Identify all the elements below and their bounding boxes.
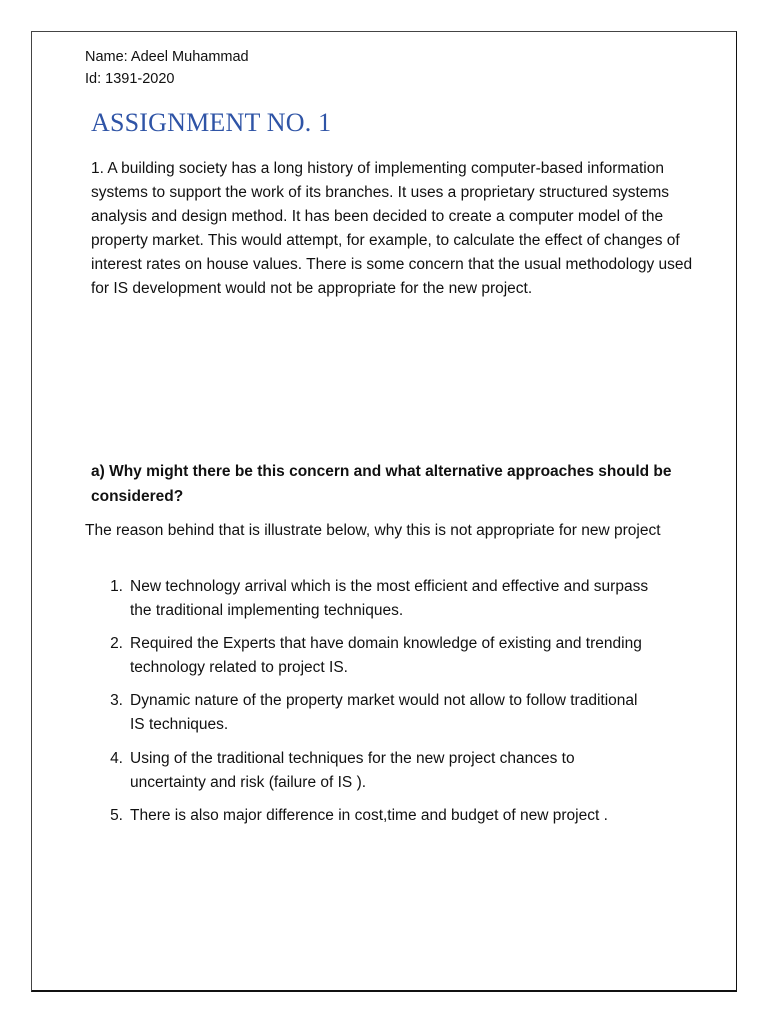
question-intro-paragraph: 1. A building society has a long history of implementing computer-based information systems to support the work of its branches. It uses a proprietary structured systems analysis and design method. It has been decided to create a computer model of the property market. This would attempt, for example, to calculate the effect of changes of interest rates on house values. There is some concern that the usual methodology used for IS development would not be appropriate for the new project.: [91, 160, 693, 297]
list-item-number: 5.: [110, 807, 123, 824]
list-item-number: 1.: [110, 578, 123, 595]
list-item-text: Dynamic nature of the property market would not allow to follow traditional IS techniques.: [130, 692, 638, 733]
list-item-number: 4.: [110, 750, 123, 767]
student-id: Id: 1391-2020: [85, 71, 175, 87]
list-item-text: Required the Experts that have domain knowledge of existing and trending technology related to project IS.: [130, 635, 642, 676]
list-item-number: 3.: [110, 692, 123, 709]
document-page: [31, 31, 737, 992]
list-item-text: There is also major difference in cost,time and budget of new project .: [130, 807, 608, 824]
list-item-text: New technology arrival which is the most efficient and effective and surpass the traditional implementing techniques.: [130, 578, 649, 619]
assignment-title: ASSIGNMENT NO. 1: [91, 108, 332, 137]
answer-intro-paragraph: The reason behind that is illustrate below, why this is not appropriate for new project: [85, 522, 661, 539]
list-item-text: Using of the traditional techniques for the new project chances to uncertainty and risk (failure of IS ).: [130, 750, 575, 791]
list-item-number: 2.: [110, 635, 123, 652]
sub-question-heading: a) Why might there be this concern and what alternative approaches should be considered?: [91, 463, 672, 505]
student-name: Name: Adeel Muhammad: [85, 49, 249, 65]
